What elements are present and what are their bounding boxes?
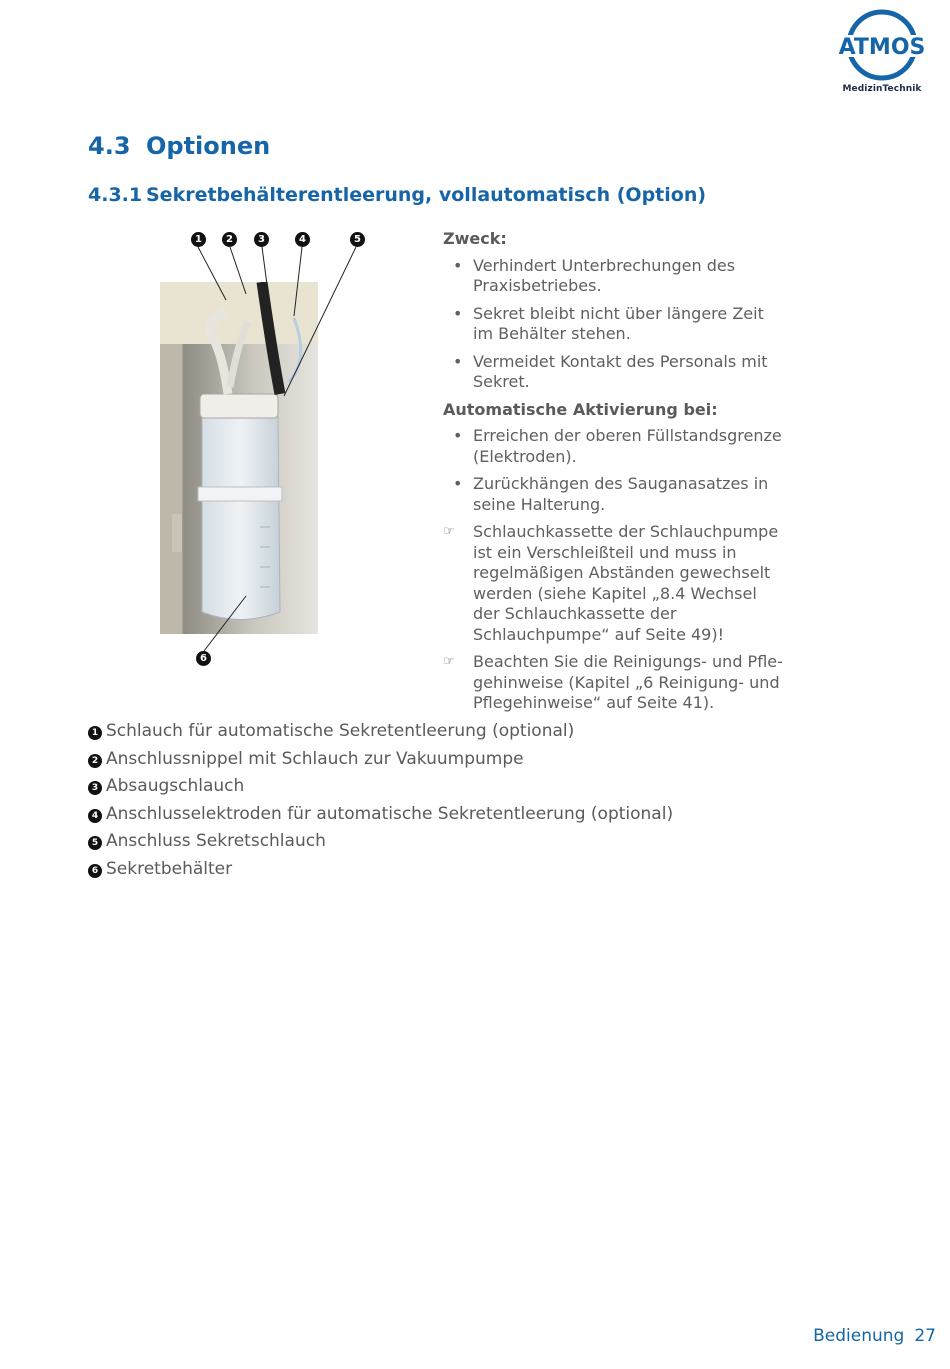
svg-text:ATMOS: ATMOS: [838, 35, 926, 60]
device-figure: [160, 230, 420, 670]
callout-leader-lines: [160, 230, 420, 670]
bullet-icon: •: [453, 474, 463, 493]
callout-2: 2: [222, 232, 237, 247]
atmos-logo: [834, 8, 930, 100]
legend-number: 2: [88, 754, 102, 768]
purpose-item: [443, 256, 788, 297]
bullet-icon: •: [453, 351, 463, 371]
note-item: [443, 652, 788, 714]
callout-1: 1: [191, 232, 206, 247]
callout-3: 3: [254, 232, 269, 247]
section-title: Optionen: [146, 132, 271, 160]
pointing-hand-icon: ☞: [443, 654, 455, 669]
legend-item: [88, 721, 673, 741]
figure-legend: [88, 721, 673, 886]
purpose-item: [443, 304, 788, 345]
purpose-item-text: Sekret bleibt nicht über längere Zeit im Behälter stehen.: [473, 303, 764, 343]
section-number: 4.3: [88, 132, 131, 160]
legend-text: Anschluss Sekretschlauch: [106, 831, 326, 851]
subsection-heading: [88, 184, 706, 206]
legend-number: 1: [88, 726, 102, 740]
logo-subtitle: MedizinTechnik: [842, 84, 922, 94]
activation-item: [443, 426, 788, 467]
purpose-heading: Zweck:: [443, 229, 507, 248]
subsection-title: Sekretbehälterentleerung, vollautomatisch (Option): [146, 184, 707, 206]
page-number: 27: [914, 1326, 936, 1346]
pointing-hand-icon: ☞: [443, 524, 455, 539]
legend-text: Sekretbehälter: [106, 858, 233, 879]
atmos-logo-graphic: [834, 8, 930, 84]
callout-6: 6: [196, 651, 211, 666]
footer-section: Bedienung: [813, 1326, 905, 1346]
activation-item-text: Zurückhängen des Sauganasatzes in seine Halterung.: [473, 474, 769, 514]
activation-heading: Automatische Aktivierung bei:: [443, 399, 718, 419]
bullet-icon: •: [453, 426, 463, 445]
purpose-item: [443, 352, 788, 393]
legend-text: Absaugschlauch: [106, 776, 245, 796]
callout-5: 5: [350, 232, 365, 247]
section-heading: [88, 132, 270, 160]
legend-item: [88, 776, 673, 796]
legend-item: [88, 804, 673, 824]
callout-4: 4: [295, 232, 310, 247]
purpose-item-text: Vermeidet Kontakt des Personals mit Sekret.: [473, 351, 768, 391]
note-text: Beachten Sie die Reinigungs- und Pfle-gehinweise (Kapitel „6 Reinigung- und Pflegehinweise“ auf Seite 41).: [473, 652, 783, 712]
note-text: Schlauchkassette der Schlauchpumpe ist ein Verschleißteil und muss in regelmäßigen Abständen gewechselt werden (siehe Kapitel „8.4 Wechsel der Schlauchkassette der Schlauchpumpe“ auf Seite 49)!: [473, 522, 779, 644]
legend-item: [88, 859, 673, 879]
legend-text: Anschlussnippel mit Schlauch zur Vakuumpumpe: [106, 748, 524, 769]
activation-item-text: Erreichen der oberen Füllstandsgrenze (Elektroden).: [473, 426, 782, 466]
legend-number: 3: [88, 781, 102, 795]
legend-text: Anschlusselektroden für automatische Sekretentleerung (optional): [106, 803, 674, 824]
description-column: [443, 229, 788, 721]
legend-number: 4: [88, 809, 102, 823]
bullet-icon: •: [453, 255, 463, 275]
legend-item: [88, 831, 673, 851]
activation-item: [443, 474, 788, 515]
page-footer: [813, 1326, 936, 1346]
purpose-item-text: Verhindert Unterbrechungen des Praxisbetriebes.: [473, 255, 736, 295]
legend-number: 5: [88, 836, 102, 850]
note-item: [443, 522, 788, 645]
legend-text: Schlauch für automatische Sekretentleerung (optional): [106, 721, 575, 741]
subsection-number: 4.3.1: [88, 184, 143, 206]
legend-item: [88, 749, 673, 769]
bullet-icon: •: [453, 303, 463, 323]
legend-number: 6: [88, 864, 102, 878]
